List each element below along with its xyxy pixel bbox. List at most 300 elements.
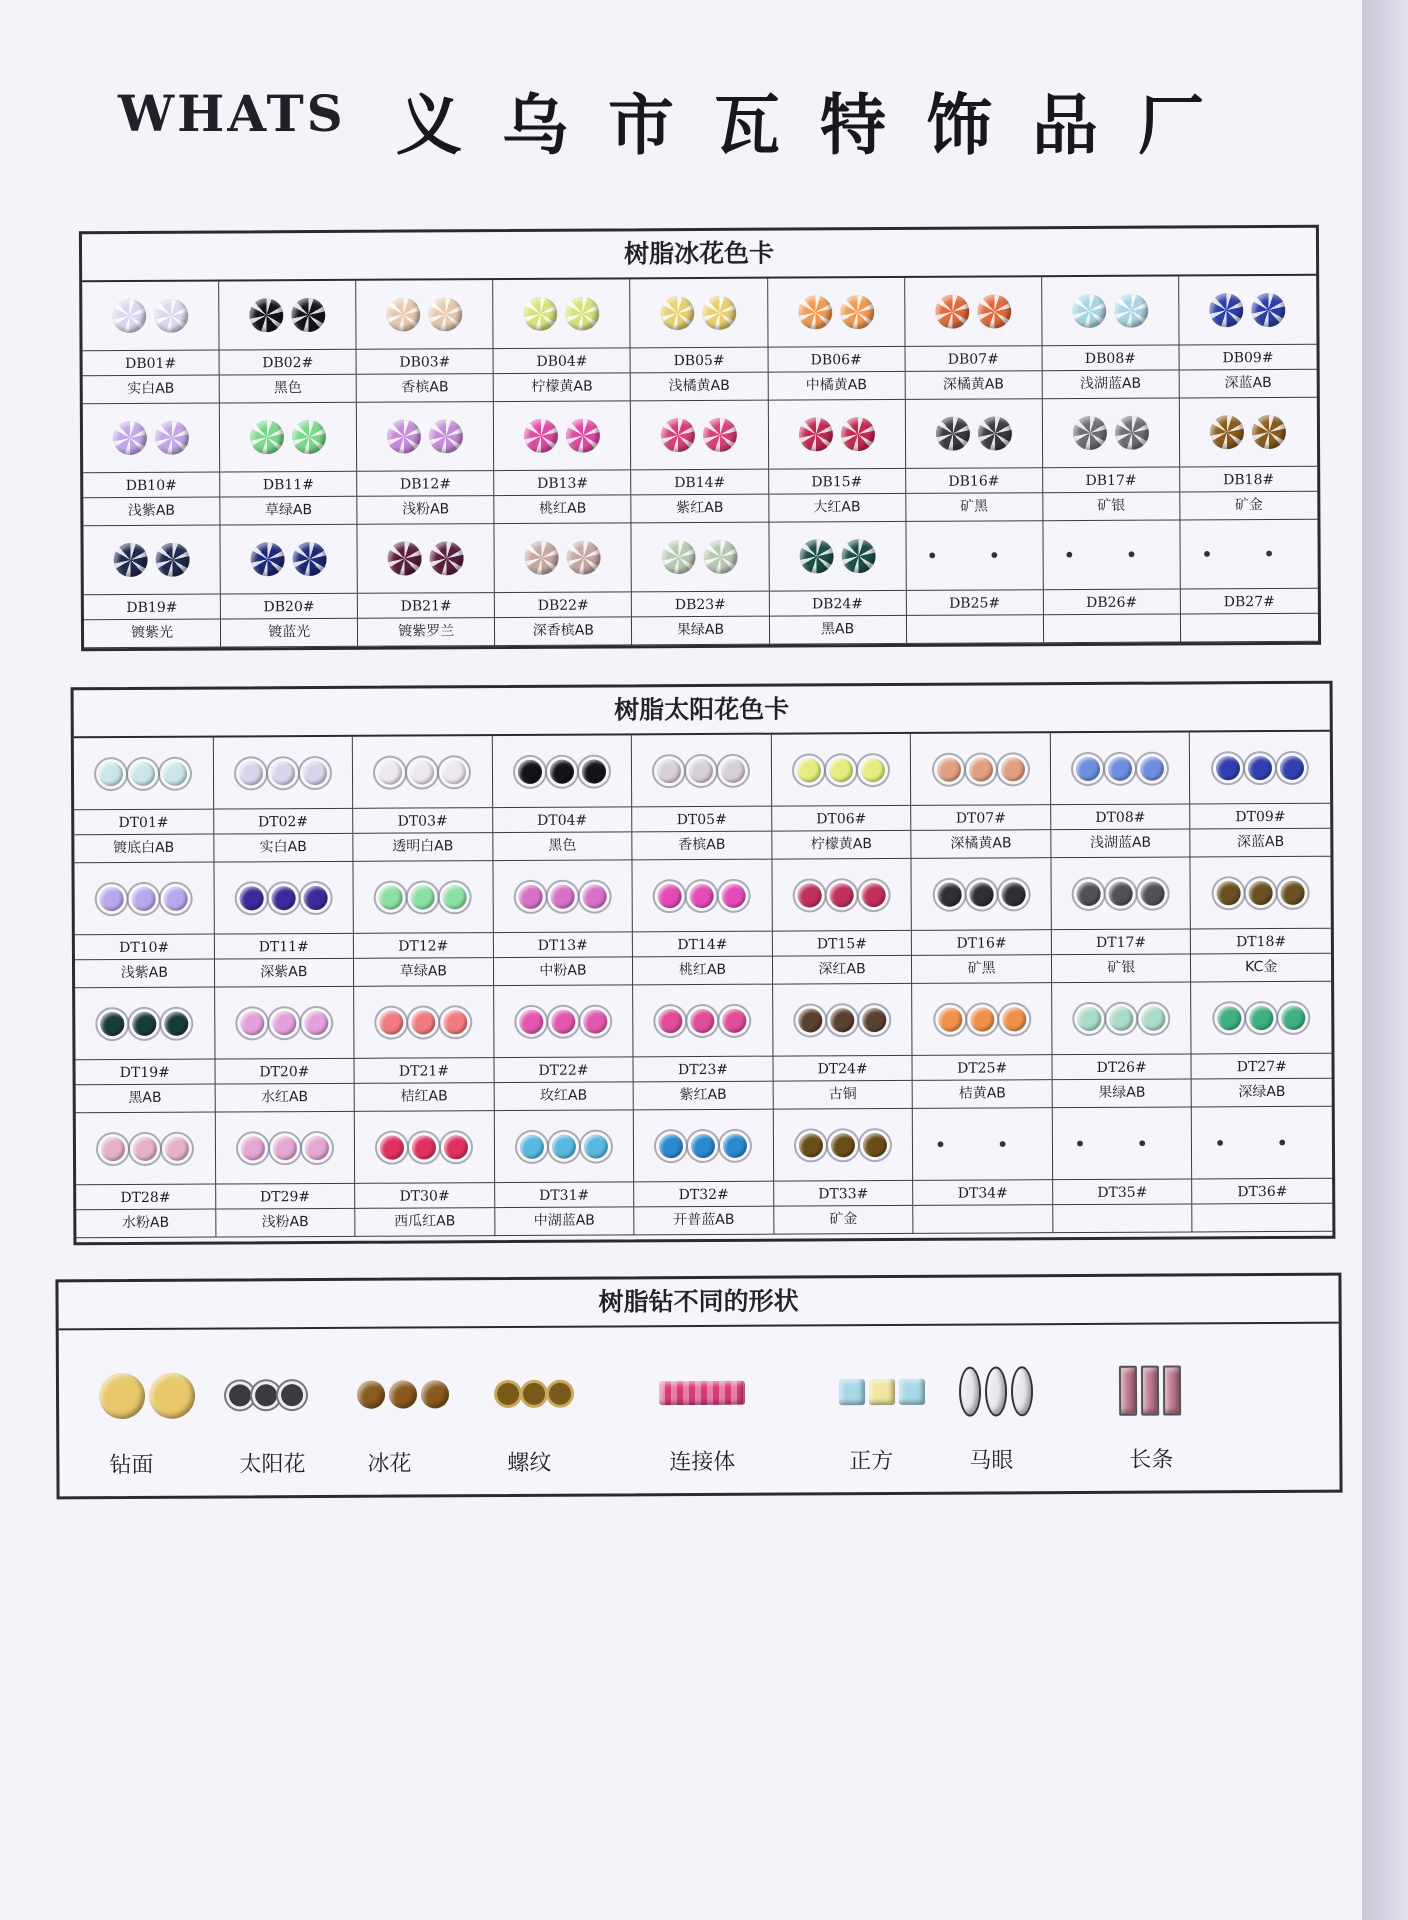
sun-flower-gem-icon [411, 885, 435, 909]
round-facet-gem-piece [99, 1373, 145, 1419]
swatch-code: DT26# [1052, 1053, 1191, 1080]
ice-flower-gem-icon [249, 298, 283, 332]
swatch-cell [911, 733, 1051, 859]
swatch-name: 草绿AB [264, 502, 313, 519]
ice-flower-gem-icon [1073, 416, 1107, 450]
ice-flower-gem-icon [156, 543, 190, 577]
empty-dots: • • [1214, 1130, 1311, 1155]
swatch-cell [494, 1110, 634, 1236]
sun-flower-gem-icon [862, 883, 886, 907]
sun-flower-gem-icon [658, 884, 682, 908]
swatch-name: 黑AB [820, 621, 855, 638]
swatch-cell [354, 986, 494, 1112]
ice-flower-gem-icon [524, 297, 558, 331]
swatch-sample [83, 526, 219, 595]
sun-flower-gem-icon [1249, 1006, 1273, 1030]
swatch-sample [1191, 857, 1331, 929]
swatch-name: 中粉AB [539, 962, 587, 979]
swatch-cell [1180, 520, 1318, 643]
swatch-cell [1042, 276, 1180, 399]
swatch-sample [76, 1113, 215, 1185]
shape-name: 螺纹 [507, 1450, 552, 1477]
sun-flower-gem-icon [273, 1136, 297, 1160]
swatch-name: 果绿AB [676, 621, 725, 639]
ice-flower-gem-icon [250, 420, 284, 454]
square-gem-piece [869, 1379, 895, 1405]
swatch-name: 浅橘黄AB [668, 377, 730, 395]
swatch-code: DB27# [1181, 588, 1318, 615]
swatch-name: 桃红AB [539, 500, 587, 517]
ice-flower-gem-icon [661, 418, 695, 452]
swatch-code: DB11# [220, 471, 356, 498]
sun-flower-gem-icon [1249, 881, 1273, 905]
swatch-code: DT23# [634, 1056, 773, 1083]
thread-gem-piece [549, 1383, 571, 1405]
swatch-cell [1192, 982, 1332, 1108]
swatch-cell [1190, 732, 1330, 858]
swatch-code: DB26# [1044, 588, 1180, 615]
sun-flower-gem-icon [304, 1010, 328, 1034]
swatch-code: DB03# [357, 348, 493, 375]
sun-flower-gem-icon [1280, 755, 1304, 779]
swatch-name: 深蓝AB [1236, 833, 1285, 851]
swatch-cell [912, 983, 1052, 1109]
shape-name: 连接体 [669, 1449, 736, 1476]
sun-flower-gem-icon [442, 760, 466, 784]
sun-flower-gem-icon [798, 883, 822, 907]
ice-flower-gem-icon [292, 420, 326, 454]
ice-flower-gem-icon [357, 1364, 449, 1424]
swatch-code: DT13# [493, 931, 632, 958]
sun-flower-gem-piece [229, 1384, 251, 1406]
swatch-name: 深橘黄AB [942, 376, 1005, 393]
swatch-cell [631, 401, 769, 524]
swatch-code: DT22# [494, 1056, 633, 1083]
swatch-cell [495, 523, 633, 646]
sun-flower-gem-icon [132, 886, 156, 910]
sun-flower-gem-icon [518, 759, 542, 783]
sun-flower-gem-icon [1140, 756, 1164, 780]
empty-dots: • • [1074, 1131, 1171, 1156]
swatch-name: 黑色 [548, 837, 577, 854]
swatch-cell [74, 863, 214, 989]
swatch-sample [912, 983, 1051, 1055]
sun-flower-gem-icon [519, 884, 543, 908]
swatch-name: 柠檬黄AB [810, 836, 873, 853]
ice-flower-section [79, 225, 1321, 651]
swatch-sample [1053, 1107, 1192, 1179]
swatch-sample [493, 279, 629, 348]
swatch-sample [913, 1108, 1052, 1180]
swatch-cell [633, 860, 773, 986]
baguette-gem-piece [1119, 1366, 1137, 1416]
sun-flower-gem-icon [831, 1133, 855, 1157]
swatch-cell [905, 399, 1043, 522]
swatch-sample [1051, 857, 1190, 929]
swatch-sample [355, 1111, 494, 1183]
sun-flower-gem-icon [723, 1008, 747, 1032]
ice-flower-gem-icon [429, 419, 463, 453]
swatch-code: DT36# [1193, 1178, 1333, 1205]
sun-flower-gem-icon [584, 1134, 608, 1158]
marquise-gem-piece [1011, 1366, 1033, 1416]
ice-flower-gem-icon [1072, 294, 1106, 328]
sun-flower-gem-icon [1217, 881, 1241, 905]
shape-item [939, 1325, 1090, 1492]
swatch-cell [632, 523, 770, 646]
swatch-name: 浅紫AB [120, 964, 168, 982]
swatch-name: 水红AB [260, 1089, 309, 1106]
swatch-code: DB19# [84, 594, 220, 621]
swatch-cell [1053, 1107, 1193, 1233]
swatch-name: 玫红AB [539, 1087, 588, 1104]
swatch-name: 桔黄AB [958, 1085, 1006, 1102]
swatch-name: 实白AB [259, 839, 307, 856]
sun-flower-gem-icon [1077, 1006, 1101, 1030]
sun-flower-gem-icon [583, 884, 607, 908]
swatch-sample [631, 401, 767, 470]
swatch-sample [495, 523, 631, 592]
swatch-cell [632, 735, 772, 861]
ice-flower-gem-icon [387, 297, 421, 331]
swatch-sample [1051, 732, 1190, 804]
swatch-cell [774, 1109, 914, 1235]
swatch-sample [82, 282, 218, 351]
sun-flower-gem-icon [830, 1008, 854, 1032]
swatch-code: DB14# [632, 469, 768, 496]
swatch-name: 开普蓝AB [673, 1211, 735, 1229]
swatch-sample [632, 523, 768, 592]
swatch-sample [219, 281, 355, 350]
swatch-sample [215, 987, 354, 1059]
swatch-sample [1179, 276, 1316, 345]
swatch-name: 紫红AB [676, 499, 724, 517]
shapes-title: 树脂钻不同的形状 [58, 1276, 1338, 1331]
swatch-cell [1043, 398, 1181, 521]
sun-flower-gem-icon [1109, 881, 1133, 905]
swatch-cell [772, 859, 912, 985]
connected-strip-icon [659, 1363, 745, 1423]
sun-flower-gem-icon [443, 885, 467, 909]
sun-flower-gem-icon [380, 1010, 404, 1034]
sun-flower-gem-icon [830, 883, 854, 907]
sun-flower-gem-icon [937, 757, 961, 781]
swatch-cell [82, 282, 220, 405]
ice-flower-gem-icon [251, 542, 285, 576]
sun-flower-gem-icon [1141, 881, 1165, 905]
swatch-name: 深紫AB [260, 964, 308, 981]
ice-flower-gem-icon [840, 417, 874, 451]
swatch-sample [633, 860, 772, 932]
swatch-name: 西瓜红AB [394, 1213, 456, 1230]
sun-flower-gem-icon [863, 1133, 887, 1157]
sun-flower-gem-icon [1108, 756, 1132, 780]
swatch-cell [913, 1108, 1053, 1234]
swatch-sample [1043, 520, 1179, 589]
swatch-code: DB09# [1179, 344, 1316, 371]
sun-flower-gem-icon [305, 1135, 329, 1159]
swatch-sample [633, 985, 772, 1057]
swatch-cell [912, 858, 1052, 984]
swatch-name: 黑色 [273, 380, 302, 397]
ice-flower-gem-icon [1252, 415, 1286, 449]
baguette-gem-piece [1141, 1366, 1159, 1416]
sun-flower-gem-icon [379, 885, 403, 909]
shape-name: 太阳花 [239, 1452, 306, 1478]
ice-flower-gem-icon [1210, 293, 1244, 327]
swatch-cell [773, 984, 913, 1110]
swatch-cell [83, 526, 221, 649]
sun-flower-gem-icon [100, 887, 124, 911]
swatch-name: 矿金 [1234, 497, 1263, 514]
connected-strip-piece [659, 1381, 745, 1405]
swatch-name: 深香槟AB [532, 622, 595, 639]
swatch-code: DT17# [1052, 928, 1191, 955]
swatch-code: DT24# [773, 1055, 912, 1082]
swatch-name: 紫红AB [679, 1086, 727, 1104]
swatch-sample [75, 988, 214, 1060]
swatch-name: 矿银 [1107, 959, 1136, 976]
sun-flower-gem-icon [551, 884, 575, 908]
marquise-gem-piece [959, 1367, 981, 1417]
ice-flower-gem-icon [567, 541, 601, 575]
swatch-sample [774, 1109, 913, 1181]
sun-flower-gem-icon [131, 761, 155, 785]
swatch-cell [494, 985, 634, 1111]
swatch-cell [215, 1112, 355, 1238]
swatch-cell [215, 987, 355, 1113]
swatch-sample [632, 735, 771, 807]
swatch-name: 深红AB [818, 961, 866, 978]
swatch-code: DT15# [773, 930, 912, 957]
ice-flower-gem-icon [293, 542, 327, 576]
marquise-gem-piece [985, 1366, 1007, 1416]
swatch-code: DT27# [1192, 1053, 1332, 1080]
swatch-cell [772, 734, 912, 860]
ice-flower-gem-icon [661, 296, 695, 330]
ice-flower-gem-icon [429, 297, 463, 331]
swatch-cell [354, 861, 494, 987]
sun-flower-gem-icon [380, 1135, 404, 1159]
sun-flower-gem-icon [229, 1365, 303, 1425]
swatch-sample [769, 522, 905, 591]
ice-flower-gem-icon [387, 419, 421, 453]
sun-flower-gem-icon [1281, 880, 1305, 904]
swatch-cell [631, 279, 769, 402]
swatch-name: 浅湖蓝AB [1089, 834, 1152, 851]
swatch-sample [213, 737, 352, 809]
sun-flower-gem-icon [164, 886, 188, 910]
sun-flower-gem-icon [969, 757, 993, 781]
ice-flower-gem-icon [525, 541, 559, 575]
swatch-code: DT02# [214, 808, 353, 835]
sun-flower-gem-icon [520, 1134, 544, 1158]
swatch-cell [76, 1113, 216, 1239]
swatch-code: DT35# [1053, 1178, 1192, 1205]
sun-flower-title: 树脂太阳花色卡 [74, 684, 1330, 739]
ice-flower-gem-piece [389, 1380, 417, 1408]
swatch-sample [1052, 982, 1191, 1054]
ice-flower-gem-icon [113, 421, 147, 455]
ice-flower-gem-icon [155, 421, 189, 455]
ice-flower-gem-icon [977, 294, 1011, 328]
swatch-name: 香槟AB [678, 836, 726, 854]
sun-flower-gem-piece [281, 1384, 303, 1406]
swatch-name [1193, 1204, 1333, 1232]
swatch-sample [357, 402, 493, 471]
ice-flower-gem-icon [704, 540, 738, 574]
swatch-name: 镀底白AB [113, 839, 175, 857]
sun-flower-gem-icon [582, 759, 606, 783]
shape-name: 冰花 [367, 1451, 412, 1477]
swatch-name: 浅粉AB [261, 1214, 309, 1231]
ice-flower-gem-icon [154, 299, 188, 333]
sun-flower-gem-icon [271, 761, 295, 785]
square-gem-piece [899, 1379, 925, 1405]
sun-flower-gem-icon [721, 758, 745, 782]
sun-flower-gem-icon [722, 883, 746, 907]
swatch-code: DB24# [769, 590, 905, 617]
swatch-code: DT33# [774, 1180, 913, 1207]
swatch-sample [631, 279, 767, 348]
swatch-name: 镀蓝光 [268, 624, 311, 641]
sun-flower-grid [74, 732, 1333, 1239]
swatch-name: 柠檬黄AB [531, 378, 593, 395]
swatch-name: 果绿AB [1098, 1084, 1146, 1101]
sun-flower-gem-icon [378, 760, 402, 784]
swatch-sample [493, 860, 632, 932]
ice-flower-gem-icon [1210, 415, 1244, 449]
swatch-name: 深蓝AB [1224, 375, 1272, 392]
swatch-sample [356, 280, 492, 349]
swatch-code: DT21# [355, 1057, 494, 1084]
swatch-name [1044, 614, 1180, 642]
swatch-code: DT03# [353, 807, 492, 834]
sun-flower-gem-icon [412, 1010, 436, 1034]
ice-flower-gem-icon [388, 541, 422, 575]
swatch-cell [1192, 1107, 1332, 1233]
swatch-code: DB08# [1042, 344, 1178, 371]
swatch-cell [634, 1110, 774, 1236]
swatch-sample [1180, 520, 1317, 589]
swatch-code: DT18# [1191, 928, 1331, 955]
sun-flower-gem-icon [1001, 757, 1025, 781]
swatch-code: DB02# [220, 349, 356, 376]
swatch-name: 浅湖蓝AB [1079, 375, 1142, 393]
round-facet-gem-icon [99, 1366, 195, 1427]
ice-flower-gem-icon [1252, 293, 1286, 327]
swatch-code: DB13# [494, 469, 630, 496]
swatch-code: DT14# [633, 931, 772, 958]
swatch-sample [906, 521, 1042, 590]
swatch-cell [493, 279, 631, 402]
swatch-cell [358, 524, 496, 647]
swatch-name [914, 1205, 1053, 1233]
swatch-cell [214, 862, 354, 988]
ice-flower-title: 树脂冰花色卡 [82, 228, 1316, 282]
shapes-section [55, 1273, 1342, 1500]
swatch-code: DT29# [216, 1183, 355, 1210]
ice-flower-gem-icon [978, 416, 1012, 450]
swatch-name: 草绿AB [399, 963, 448, 980]
swatch-cell [1191, 857, 1331, 983]
swatch-cell [905, 277, 1043, 400]
brand-name: WHATS [118, 84, 346, 143]
swatch-name: 深橘黄AB [950, 835, 1012, 852]
swatch-sample [1192, 1107, 1332, 1179]
swatch-name: 水粉AB [121, 1214, 170, 1232]
swatch-code: DB17# [1043, 466, 1179, 493]
sun-flower-gem-icon [1109, 1006, 1133, 1030]
swatch-name: 镀紫罗兰 [398, 623, 455, 640]
swatch-sample [354, 986, 493, 1058]
swatch-cell [221, 525, 359, 648]
sun-flower-gem-icon [1217, 1006, 1241, 1030]
swatch-name: 黑AB [128, 1089, 162, 1107]
round-facet-gem-piece [149, 1373, 195, 1419]
empty-dots: • • [934, 1131, 1031, 1157]
swatch-code: DB20# [221, 593, 357, 620]
swatch-name [1053, 1204, 1192, 1232]
swatch-name: 矿银 [1097, 497, 1126, 514]
swatch-cell [1180, 398, 1318, 521]
swatch-name: 矿金 [829, 1211, 858, 1228]
swatch-name: 中橘黄AB [805, 377, 867, 394]
swatch-code: DB18# [1180, 466, 1317, 493]
swatch-code: DT01# [74, 809, 213, 836]
swatch-name: 香槟AB [401, 379, 449, 396]
swatch-cell [75, 988, 215, 1114]
swatch-cell [220, 403, 358, 526]
swatch-name: 浅紫AB [127, 502, 176, 519]
sun-flower-gem-icon [1076, 756, 1100, 780]
shape-item [1099, 1324, 1250, 1491]
swatch-cell [633, 985, 773, 1111]
swatch-cell [494, 401, 632, 524]
square-gem-icon [839, 1362, 925, 1422]
swatch-cell [768, 400, 906, 523]
swatch-cell [213, 737, 353, 863]
empty-dots: • • [1201, 541, 1298, 567]
swatch-cell [492, 735, 632, 861]
sun-flower-gem-icon [938, 1007, 962, 1031]
shape-item [477, 1327, 628, 1494]
swatch-sample [1192, 982, 1332, 1054]
sun-flower-gem-icon [861, 758, 885, 782]
ice-flower-gem-piece [421, 1380, 449, 1408]
swatch-code: DB22# [495, 591, 631, 618]
swatch-sample [74, 738, 213, 810]
swatch-sample [1042, 276, 1178, 345]
swatch-code: DT31# [495, 1181, 634, 1208]
sun-flower-gem-icon [101, 1137, 125, 1161]
sun-flower-gem-icon [240, 1011, 264, 1035]
swatch-code: DT05# [632, 806, 771, 833]
shape-item [639, 1327, 790, 1494]
swatch-code: DT34# [913, 1179, 1052, 1206]
swatch-name: 矿黑 [967, 960, 996, 977]
swatch-name: 矿黑 [960, 498, 989, 515]
swatch-name: 实白AB [127, 380, 175, 397]
swatch-sample [912, 858, 1051, 930]
swatch-name: 大红AB [813, 499, 861, 516]
swatch-sample [358, 524, 494, 593]
swatch-sample [214, 862, 353, 934]
page-edge [1362, 0, 1408, 1920]
swatch-code: DB10# [83, 472, 219, 499]
swatch-code: DB25# [906, 589, 1042, 616]
sun-flower-gem-icon [829, 758, 853, 782]
